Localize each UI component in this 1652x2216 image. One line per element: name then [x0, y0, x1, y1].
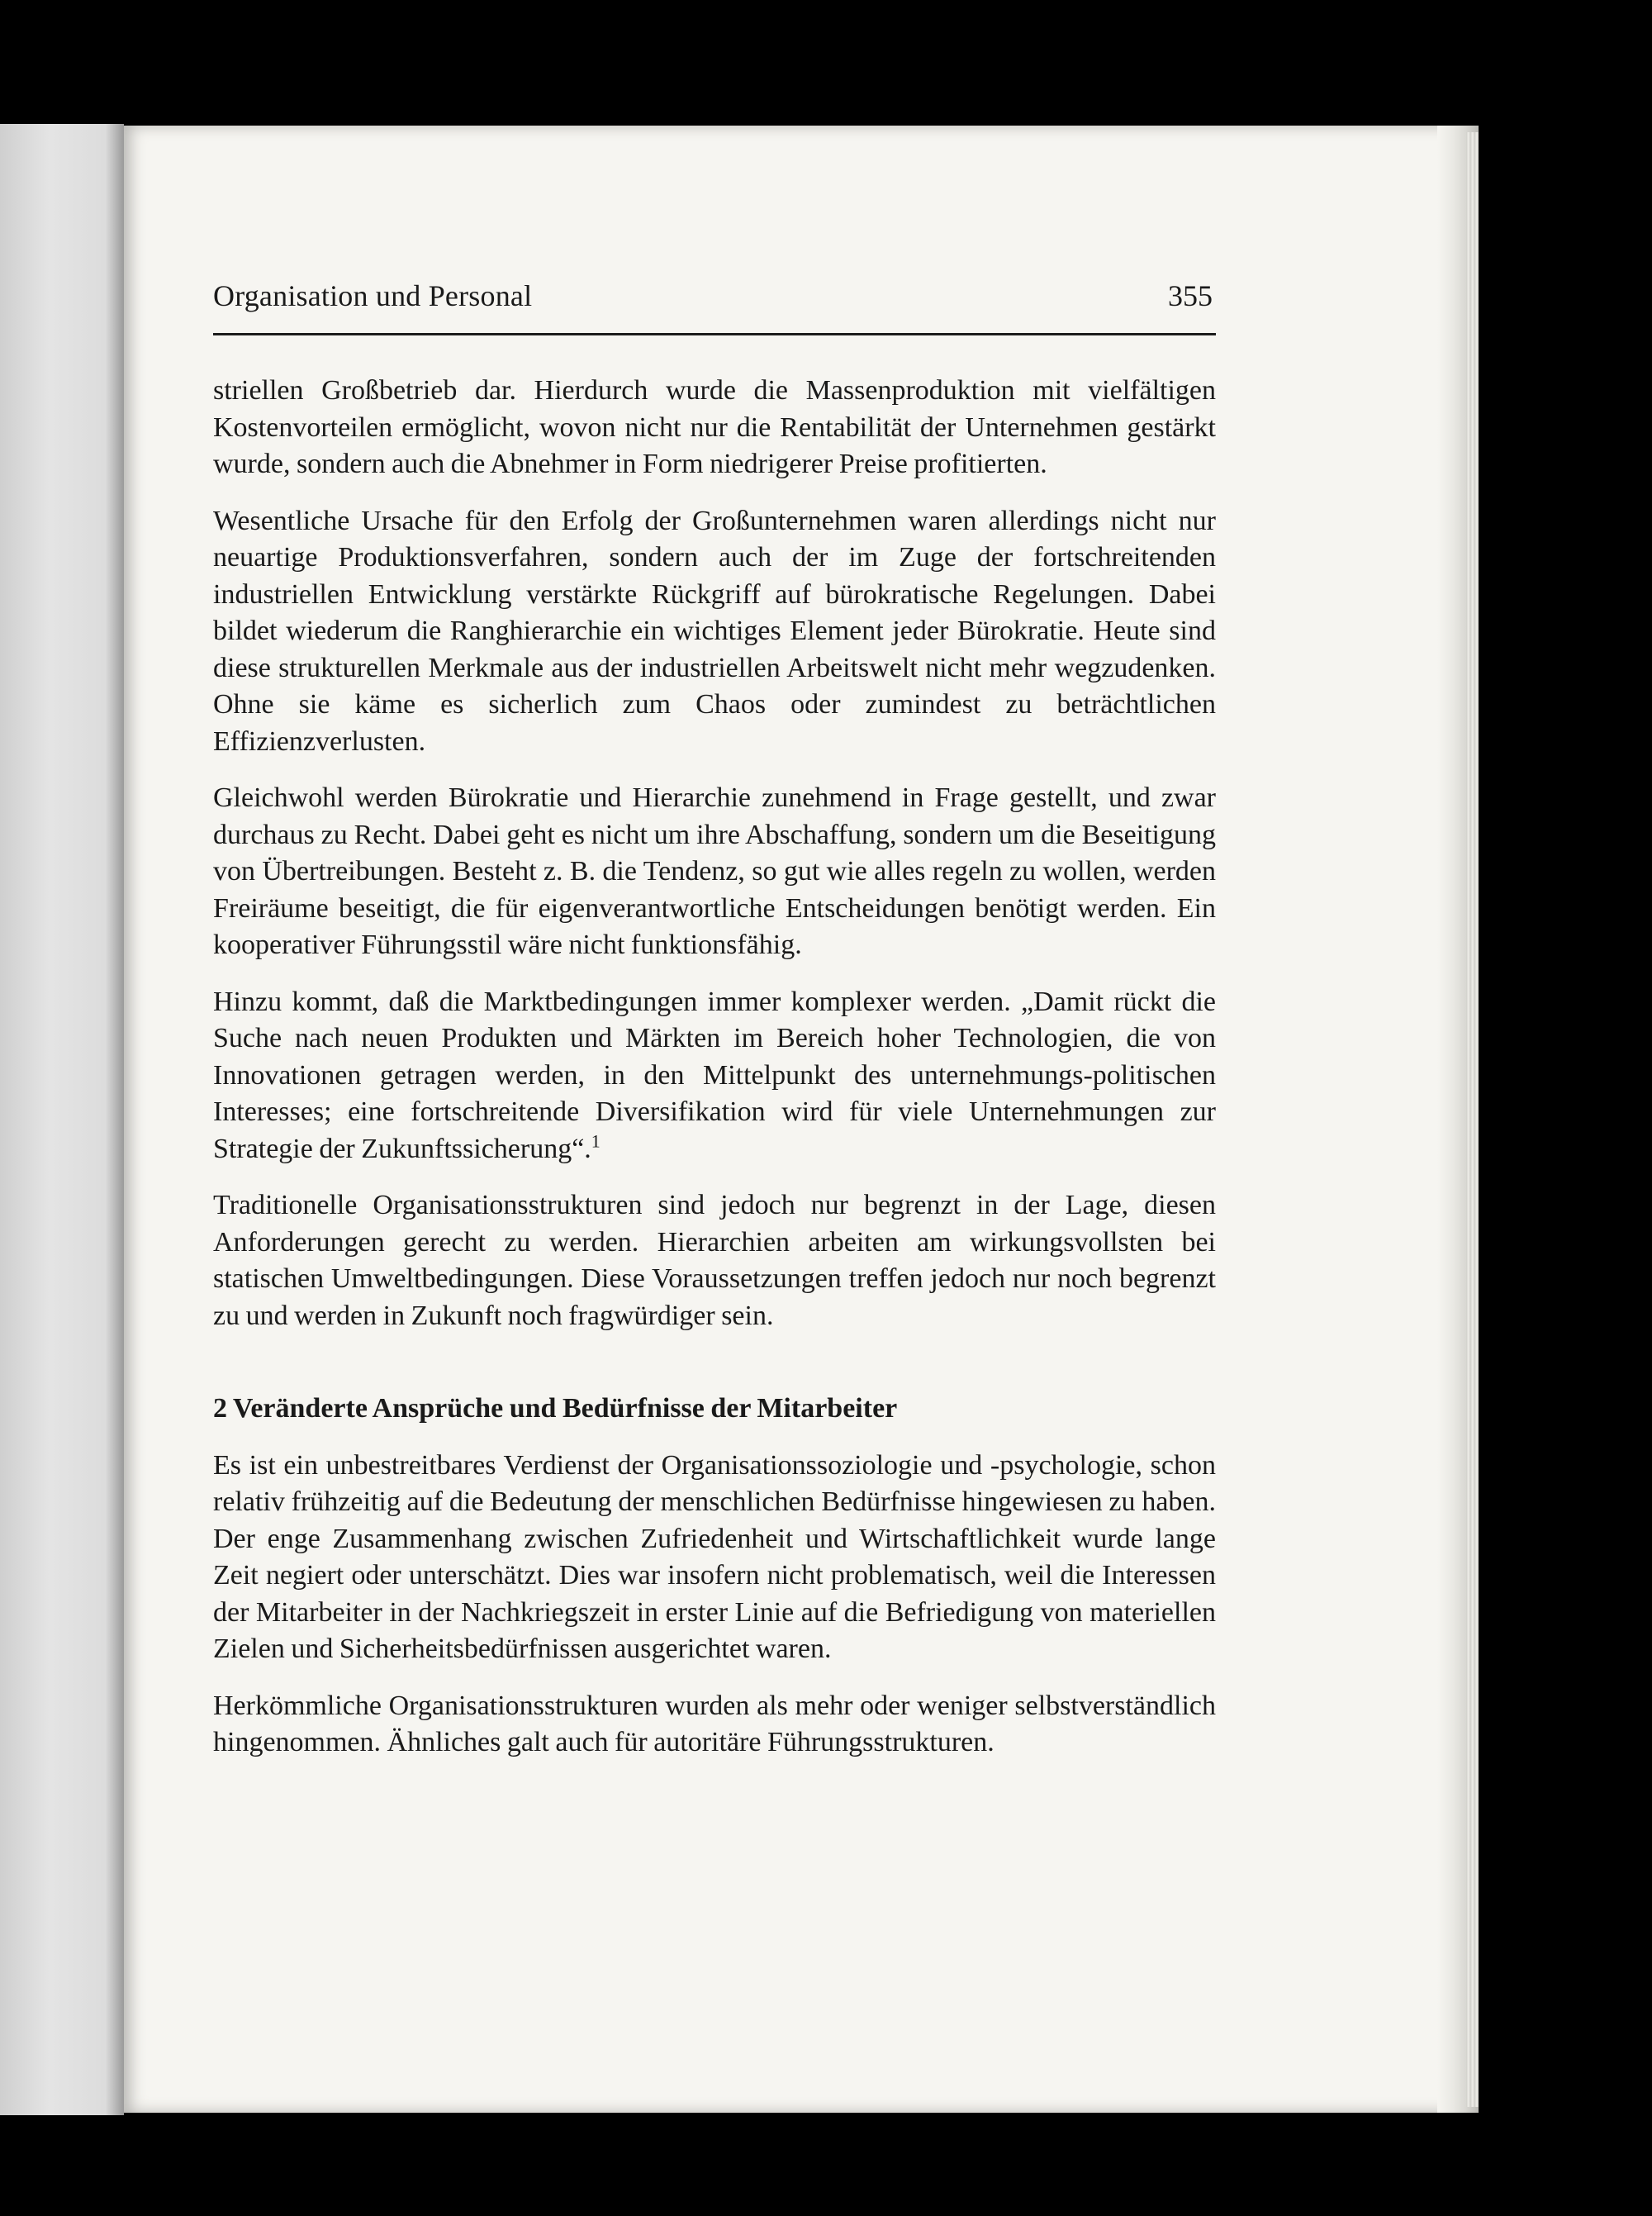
paragraph: Es ist ein unbestreitbares Verdienst der Organisationssoziologie und -psychologie, schon relativ frühzeitig auf die Bedeutung der menschlichen Bedürfnisse hingewiesen zu haben. Der enge Zusammenhang zwischen Zufriedenheit und Wirtschaftlichkeit wurde lange Zeit negiert oder unterschätzt. Dies war insofern nicht problematisch, weil die Interessen der Mitarbeiter in der Nachkriegszeit in erster Linie auf die Befriedigung von materiellen Zielen und Sicherheitsbedürfnissen ausgerichtet waren. — [213, 1449, 1216, 1664]
paragraph: Gleichwohl werden Bürokratie und Hierarchie zunehmend in Frage gestellt, und zwar durchaus zu Recht. Dabei geht es nicht um ihre Abschaffung, sondern um die Beseitigung von Übertreibungen. Besteht z. B. die Tendenz, so gut wie alles regeln zu wollen, werden Freiräume beseitigt, die für eigenverantwortliche Entscheidungen benötigt werden. Ein kooperativer Führungsstil wäre nicht funktionsfähig. — [213, 782, 1216, 960]
page-number: 355 — [1168, 279, 1213, 312]
footnote-marker: 1 — [591, 1130, 601, 1152]
paragraph-text: Hinzu kommt, daß die Marktbedingungen immer komplexer werden. „Damit rückt die Suche nach neuen Produkten und Märkten im Bereich hoher Technologien, die von Innovationen getragen werden, in den Mittelpunkt des unternehmungs-politischen Interesses; eine fortschreitende Diversifikation wird für viele Unternehmungen zur Strategie der Zukunftssicherung“. — [213, 986, 1216, 1164]
left-page-edge — [0, 124, 124, 2115]
paragraph-with-quote — [213, 984, 1216, 1168]
page-body — [213, 373, 1216, 1762]
paragraph: Wesentliche Ursache für den Erfolg der Großunternehmen waren allerdings nicht nur neuartige Produktionsverfahren, sondern auch der im Zuge der fortschreitenden industriellen Entwicklung verstärkte Rückgriff auf bürokratische Regelungen. Dabei bildet wiederum die Ranghierarchie ein wichtiges Element jeder Bürokratie. Heute sind diese strukturellen Merkmale aus der industriellen Arbeitswelt nicht mehr wegzudenken. Ohne sie käme es sicherlich zum Chaos oder zumindest zu beträchtlichen Effizienzverlusten. — [213, 505, 1216, 757]
page-stack-edge — [1466, 132, 1479, 2107]
running-head: Organisation und Personal — [213, 279, 533, 312]
paragraph: striellen Großbetrieb dar. Hierdurch wurde die Massenproduktion mit vielfältigen Kostenvorteilen ermöglicht, wovon nicht nur die Rentabilität der Unternehmen gestärkt wurde, sondern auch die Abnehmer in Form niedrigerer Preise profitierten. — [213, 375, 1216, 479]
section-heading: 2 Veränderte Ansprüche und Bedürfnisse der Mitarbeiter — [213, 1393, 898, 1424]
page-header — [213, 275, 1216, 335]
paragraph: Herkömmliche Organisationsstrukturen wurden als mehr oder weniger selbstverständlich hingenommen. Ähnliches galt auch für autoritäre Führungsstrukturen. — [213, 1690, 1216, 1757]
paragraph: Traditionelle Organisationsstrukturen sind jedoch nur begrenzt in der Lage, diesen Anforderungen gerecht zu werden. Hierarchien arbeiten am wirkungsvollsten bei statischen Umweltbedingungen. Diese Voraussetzungen treffen jedoch nur noch begrenzt zu und werden in Zukunft noch fragwürdiger sein. — [213, 1190, 1216, 1331]
